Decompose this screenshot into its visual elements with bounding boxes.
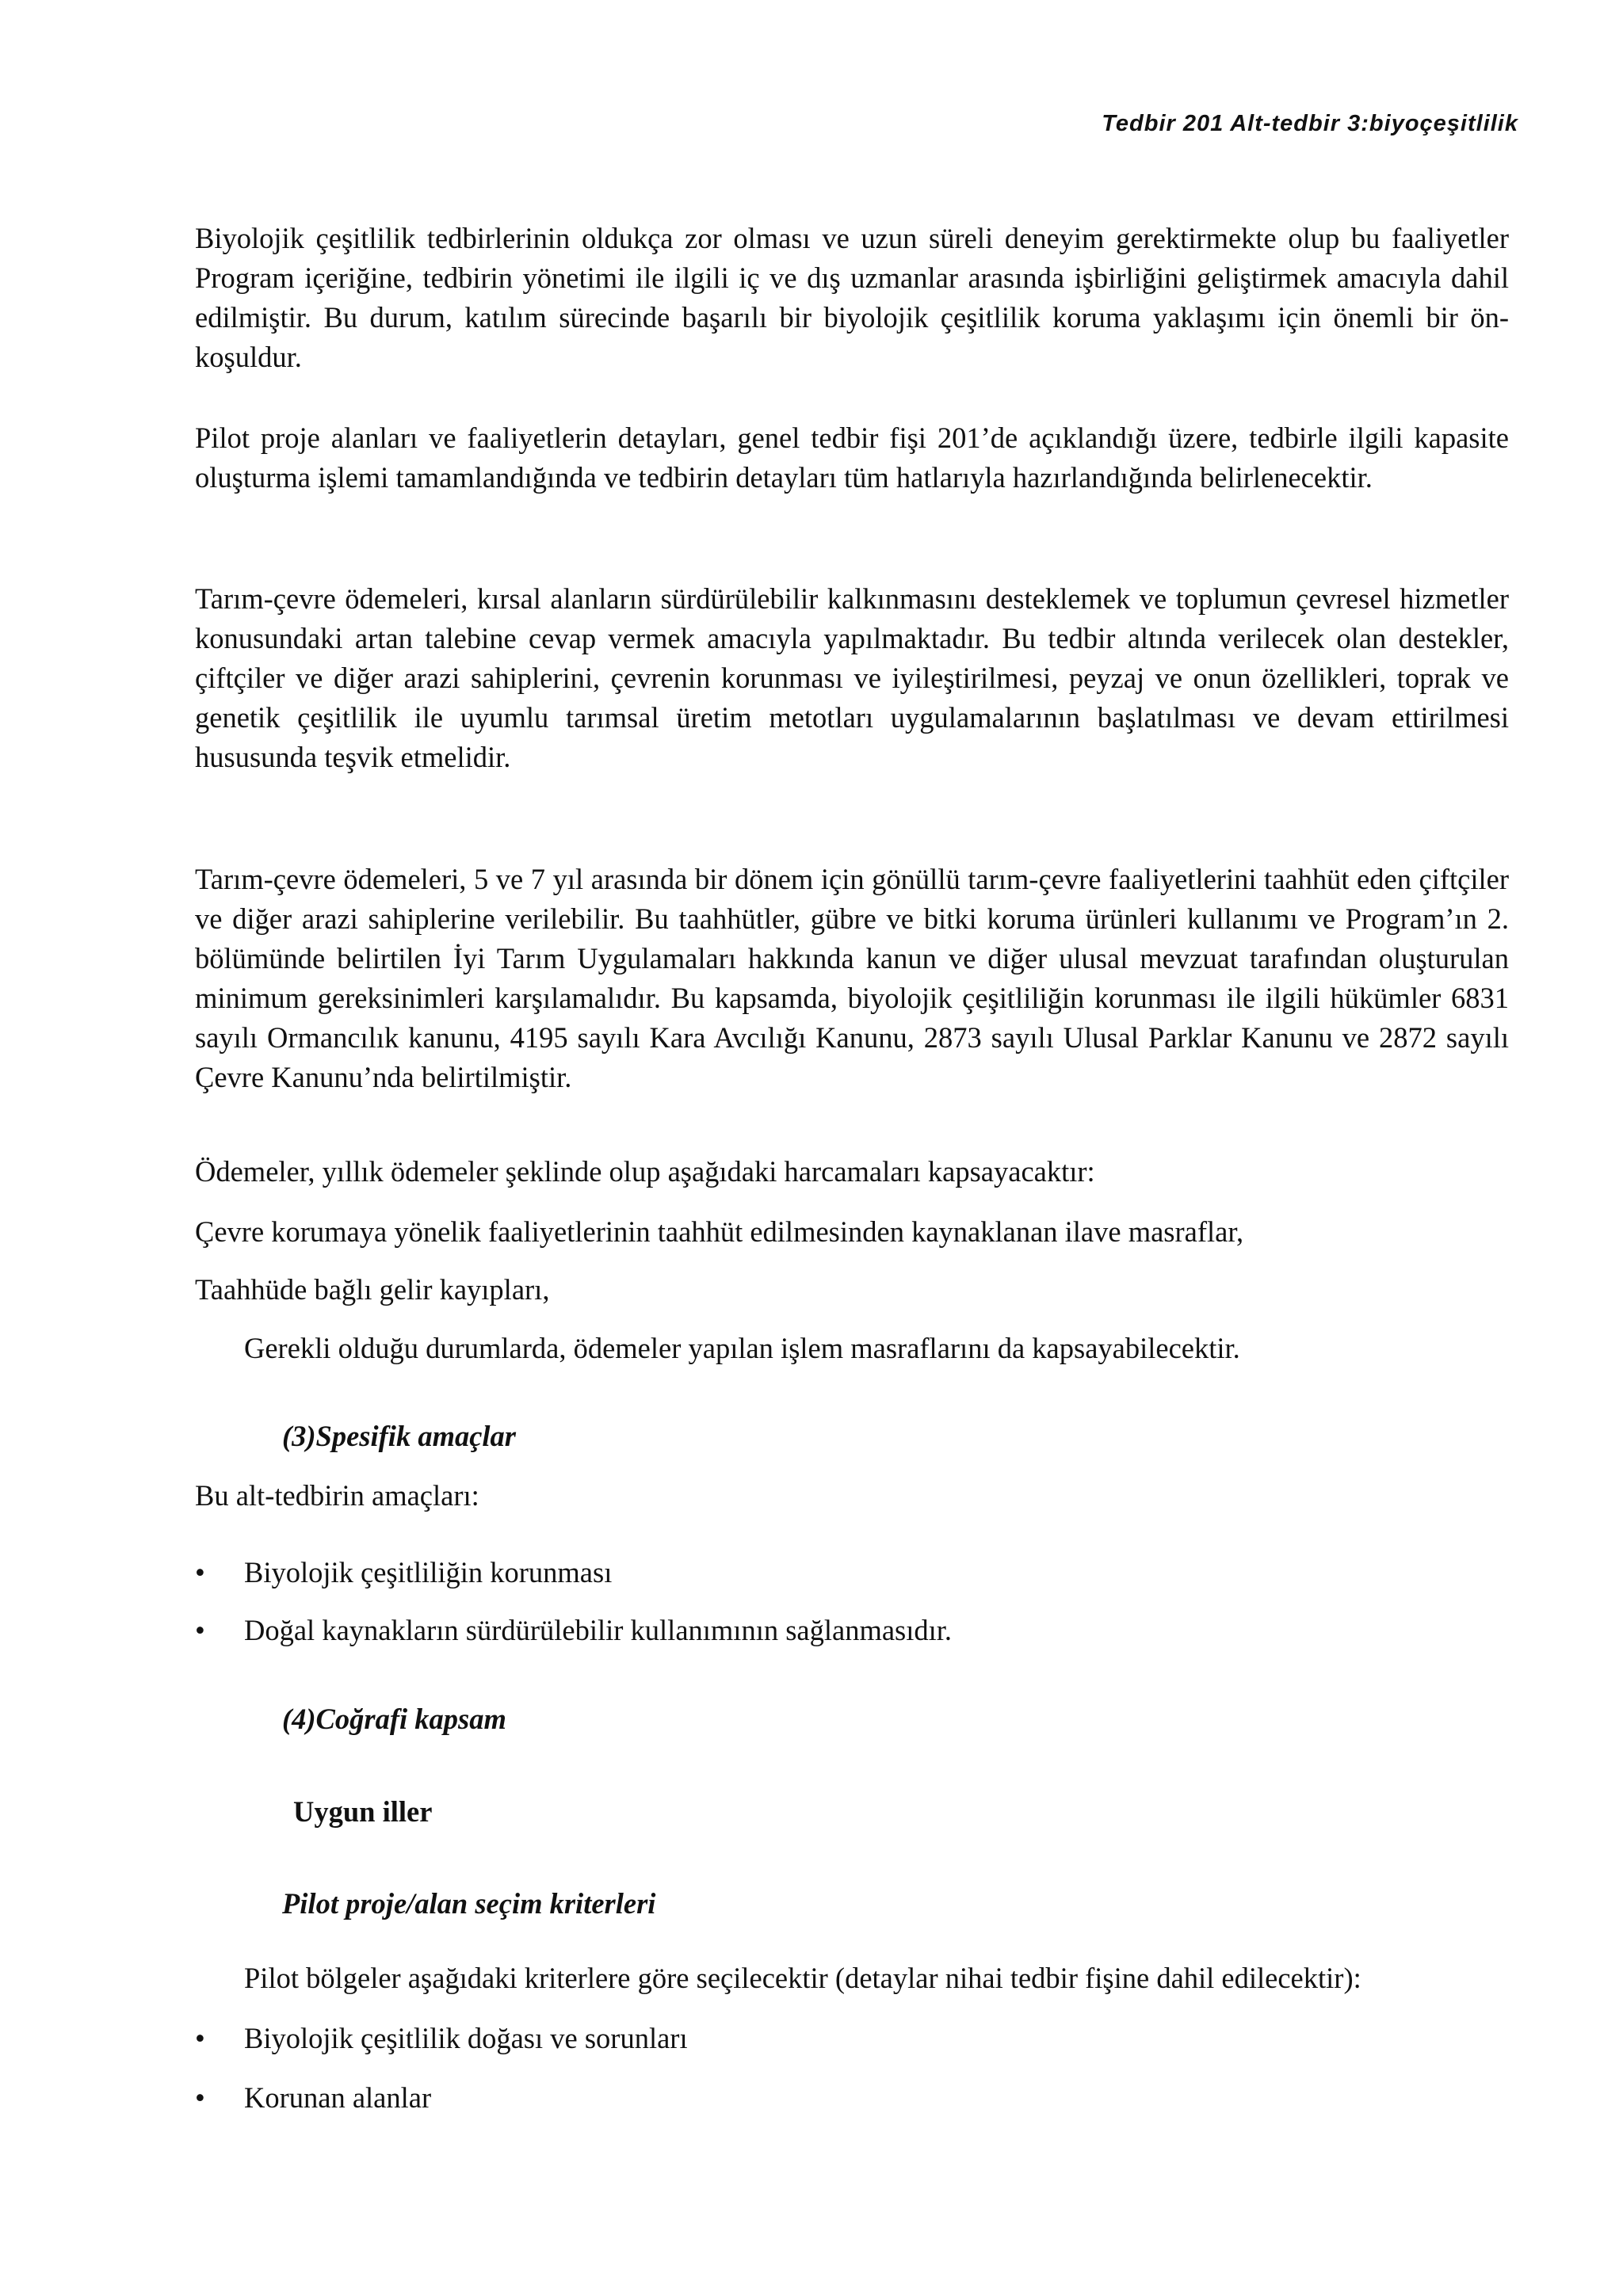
bullet-icon: • [195,2081,205,2114]
list-item-text: Biyolojik çeşitliliğin korunması [244,1556,613,1589]
section-heading-geographic-scope: (4)Coğrafi kapsam [282,1703,506,1735]
subheading-selection-criteria: Pilot proje/alan seçim kriterleri [282,1887,656,1920]
list-item-text: Doğal kaynakların sürdürülebilir kullanımının sağlanmasıdır. [244,1614,953,1646]
bullet-icon: • [195,1556,205,1589]
list-item [195,1611,1463,1650]
list-item [195,2019,1463,2058]
subheading-eligible-provinces: Uygun iller [293,1795,433,1828]
list-item-text: Korunan alanlar [244,2081,432,2114]
payments-item-additional-costs: Çevre korumaya yönelik faaliyetlerinin taahhüt edilmesinden kaynaklanan ilave masraflar, [195,1215,1244,1248]
criteria-intro: Pilot bölgeler aşağıdaki kriterlere göre seçilecektir (detaylar nihai tedbir fişine dahil edilecektir): [244,1962,1361,1994]
payments-intro: Ödemeler, yıllık ödemeler şeklinde olup aşağıdaki harcamaları kapsayacaktır: [195,1155,1095,1188]
running-header: Tedbir 201 Alt-tedbir 3:biyoçeşitlilik [1102,111,1518,136]
bullet-icon: • [195,2022,205,2054]
payments-item-transaction-costs: Gerekli olduğu durumlarda, ödemeler yapılan işlem masraflarını da kapsayabilecektir. [244,1332,1240,1364]
paragraph-biodiversity-measures: Biyolojik çeşitlilik tedbirlerinin oldukça zor olması ve uzun süreli deneyim gerektirmekte olup bu faaliyetler Program içeriğine, tedbirin yönetimi ile ilgili iç ve dış uzmanlar arasında işbirliğini geliştirmek amacıyla dahil edilmiştir. Bu durum, katılım sürecinde başarılı bir biyolojik çeşitlilik koruma yaklaşımı için önemli bir ön-koşuldur. [195,222,1509,373]
payments-item-income-loss: Taahhüde bağlı gelir kayıpları, [195,1273,550,1306]
objectives-intro: Bu alt-tedbirin amaçları: [195,1479,479,1512]
list-item [195,2078,1463,2118]
paragraph-agri-env-payments: Tarım-çevre ödemeleri, kırsal alanların sürdürülebilir kalkınmasını desteklemek ve toplumun çevresel hizmetler konusundaki artan talebine cevap vermek amacıyla yapılmaktadır. Bu tedbir altında verilecek olan destekler, çiftçiler ve diğer arazi sahiplerini, çevrenin korunması ve iyileştirilmesi, peyzaj ve onun özellikleri, toprak ve genetik çeşitlilik ile uyumlu tarımsal üretim metotları uygulamalarının başlatılması ve devam ettirilmesi hususunda teşvik etmelidir. [195,582,1509,773]
list-item [195,1553,1463,1592]
section-heading-specific-objectives: (3)Spesifik amaçlar [282,1420,517,1452]
bullet-icon: • [195,1614,205,1646]
paragraph-pilot-areas: Pilot proje alanları ve faaliyetlerin detayları, genel tedbir fişi 201’de açıklandığı üzere, tedbirle ilgili kapasite oluşturma işlemi tamamlandığında ve tedbirin detayları tüm hatlarıyla hazırlandığında belirlenecektir. [195,421,1509,494]
list-item-text: Biyolojik çeşitlilik doğası ve sorunları [244,2022,688,2054]
paragraph-agri-env-commitments: Tarım-çevre ödemeleri, 5 ve 7 yıl arasında bir dönem için gönüllü tarım-çevre faaliyetlerini taahhüt eden çiftçiler ve diğer arazi sahiplerine verilebilir. Bu taahhütler, gübre ve bitki koruma ürünleri kullanımı ve Program’ın 2. bölümünde belirtilen İyi Tarım Uygulamaları hakkında kanun ve diğer ulusal mevzuat tarafından oluşturulan minimum gereksinimleri karşılamalıdır. Bu kapsamda, biyolojik çeşitliliğin korunması ile ilgili hükümler 6831 sayılı Ormancılık kanunu, 4195 sayılı Kara Avcılığı Kanunu, 2873 sayılı Ulusal Parklar Kanunu ve 2872 sayılı Çevre Kanunu’nda belirtilmiştir. [195,863,1509,1093]
